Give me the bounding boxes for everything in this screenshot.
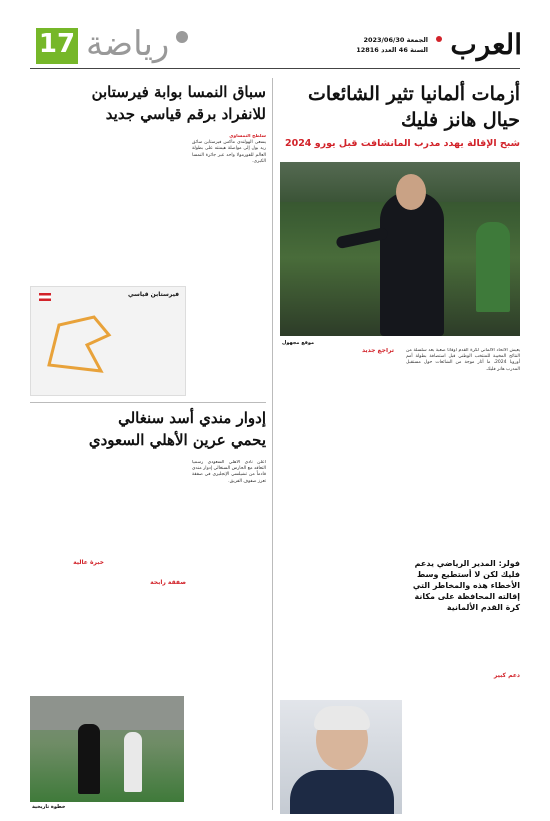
third-subhead-2: خبرة عالية xyxy=(73,559,104,566)
second-title-line1: سباق النمسا بوابة فيرستابن xyxy=(91,83,266,101)
goalkeeper-photo xyxy=(30,696,184,802)
page-number: 17 xyxy=(38,29,76,59)
third-title-line2: يحمي عرين الأهلي السعودي xyxy=(88,431,266,449)
circuit-infographic xyxy=(30,286,186,396)
horizontal-divider xyxy=(30,402,266,403)
ball-icon xyxy=(176,31,188,43)
lead-photo xyxy=(280,162,520,336)
vertical-divider xyxy=(272,78,273,810)
lead-photo-caption: موقع مجهول xyxy=(282,340,315,346)
third-subhead-1: صفقة رابحة xyxy=(150,579,186,586)
logo-accent-icon xyxy=(436,36,442,42)
newspaper-logo: العرب xyxy=(450,28,522,61)
lead-body-paragraph: يعيش الاتحاد الألماني لكرة القدم أوقاتاً صعبة بعد سلسلة من النتائج المخيبة للمنتخب الوطني قبل استضافة بطولة أمم أوروبا 2024، ما أثار موجة من الشائعات حول مستقبل المدرب هانز فليك. xyxy=(406,348,520,372)
coach-figure xyxy=(380,192,444,336)
second-body-col2 xyxy=(112,134,186,284)
issue-number: السنة 46 العدد 12816 xyxy=(356,46,428,54)
circuit-flag-icon xyxy=(39,293,51,301)
third-photo-caption: خطوة تاريخية xyxy=(32,804,66,810)
lead-body-col2 xyxy=(280,348,394,554)
second-body-col3 xyxy=(30,134,104,284)
lead-subhead: تراجع جديد xyxy=(361,348,394,354)
goalkeeper-figure xyxy=(78,724,100,794)
player-figure xyxy=(124,732,142,792)
lead-subhead-2: دعم كبير xyxy=(493,672,520,679)
lead-title-line1: أزمات ألمانيا تثير الشائعات xyxy=(308,83,520,105)
second-body-paragraph: يسعى الهولندي ماكس فيرستابن سائق ريد بول إلى مواصلة هيمنته على بطولة العالم للفورمولا واحد عبر جائزة النمسا الكبرى. xyxy=(192,140,266,164)
third-body-paragraph: أعلن نادي الأهلي السعودي رسمياً التعاقد مع الحارس السنغالي إدوار مندي قادماً من تشيلسي الإنجليزي في صفقة تعزز صفوف الفريق. xyxy=(192,460,266,484)
circuit-track-icon xyxy=(39,305,119,385)
lead-story xyxy=(280,74,520,814)
masthead xyxy=(0,0,550,74)
second-title-line2: للانفراد برقم قياسي جديد xyxy=(105,105,266,123)
background-person xyxy=(476,222,510,312)
section-title: رياضة xyxy=(86,24,170,64)
second-body-col1 xyxy=(192,134,266,396)
issue-date: الجمعة 2023/06/30 xyxy=(363,36,428,44)
second-author: سلطح النمساوي xyxy=(229,134,266,139)
masthead-divider xyxy=(30,68,520,69)
coach-head xyxy=(396,174,426,210)
lead-title-line2: حيال هانز فليك xyxy=(400,109,520,131)
lead-subtitle: شبح الإقالة يهدد مدرب المانشافت قبل يورو 2024 xyxy=(284,138,520,149)
portrait-suit xyxy=(290,770,394,814)
third-body-col1 xyxy=(192,460,266,810)
crowd-band xyxy=(30,696,184,730)
second-story xyxy=(30,74,266,400)
lead-body-col1 xyxy=(406,348,520,554)
third-story xyxy=(30,404,266,814)
circuit-label: فيرستابن قياسي xyxy=(127,291,179,298)
lead-quote: فولر: المدير الرياضي يدعم فليك لكن لا أستطيع وسط الأخطاء هذه والمخاطر التي إقالته المحافظة على مكانة كرة القدم الألمانية xyxy=(412,559,520,612)
third-title-line1: إدوار مندي أسد سنغالي xyxy=(118,409,266,427)
portrait-photo xyxy=(280,700,402,814)
third-body-col3 xyxy=(30,460,104,690)
portrait-hair xyxy=(314,706,370,730)
